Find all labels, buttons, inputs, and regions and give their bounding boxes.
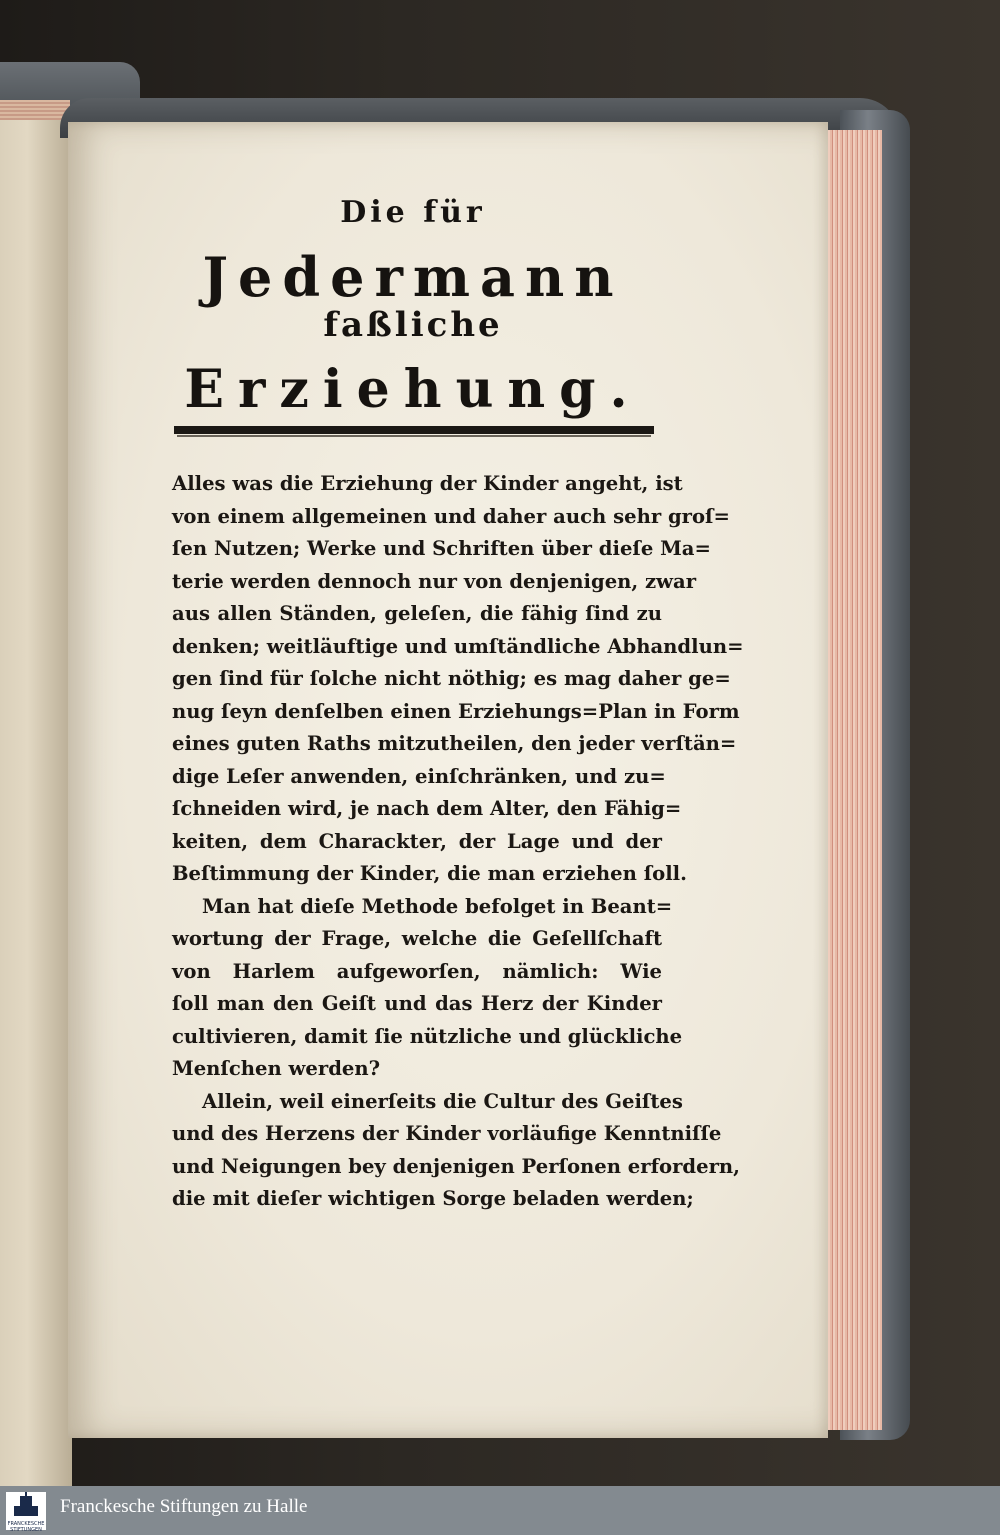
text-line: ſoll man den Geiſt und das Herz der Kinder <box>172 992 662 1015</box>
heading-rule <box>174 426 654 434</box>
text-line: cultivieren, damit ſie nützliche und glückliche <box>172 1024 683 1048</box>
text-line: von einem allgemeinen und daher auch sehr groſ= <box>172 504 730 528</box>
text-line: ſen Nutzen; Werke und Schriften über dieſe Ma= <box>172 537 711 560</box>
text-line: Man hat dieſe Methode befolget in Beant= <box>202 894 673 918</box>
text-line: und des Herzens der Kinder vorläufige Kenntniſſe <box>172 1122 722 1145</box>
text-line: eines guten Raths mitzutheilen, den jeder verſtän= <box>172 732 737 755</box>
text-line: die mit dieſer wichtigen Sorge beladen werden; <box>172 1187 694 1210</box>
logo-text-line-1: FRANCKESCHE <box>7 1521 45 1527</box>
footer-label: Franckesche Stiftungen zu Halle <box>60 1496 308 1517</box>
text-line: nug ſeyn denſelben einen Erziehungs=Plan in Form <box>172 699 740 723</box>
text-line: keiten, dem Charackter, der Lage und der <box>172 829 662 853</box>
text-line: aus allen Ständen, geleſen, die fähig ſind zu <box>172 602 662 625</box>
logo-text-line-2: STIFTUNGEN <box>10 1527 42 1533</box>
text-line: Allein, weil einerſeits die Cultur des Geiſtes <box>202 1089 683 1113</box>
left-page <box>0 120 72 1486</box>
text-line: denken; weitläuftige und umſtändliche Abhandlun= <box>172 634 744 658</box>
heading-line-1: Die für <box>340 195 486 230</box>
logo-text <box>2 1521 50 1533</box>
text-line: dige Leſer anwenden, einſchränken, und zu= <box>172 764 666 788</box>
text-line: und Neigungen bey denjenigen Perſonen erfordern, <box>172 1154 740 1178</box>
text-line: Menſchen werden? <box>172 1057 381 1080</box>
heading-line-3: faßliche <box>323 305 503 345</box>
page-fore-edge <box>820 130 882 1430</box>
chapter-heading <box>68 195 758 421</box>
body-text <box>172 468 744 1216</box>
text-line: Beſtimmung der Kinder, die man erziehen ſoll. <box>172 862 687 885</box>
text-line: terie werden dennoch nur von denjenigen, zwar <box>172 569 697 593</box>
text-line: von Harlem aufgeworſen, nämlich: Wie <box>172 959 662 983</box>
text-line: Alles was die Erziehung der Kinder angeht, ist <box>172 472 683 495</box>
heading-line-2: Jedermann <box>202 245 624 309</box>
text-line: gen ſind für ſolche nicht nöthig; es mag daher ge= <box>172 667 731 690</box>
text-line: wortung der Frage, welche die Geſellſchaft <box>172 927 662 950</box>
text-line: ſchneiden wird, je nach dem Alter, den Fähig= <box>172 797 682 820</box>
heading-line-4: Erziehung. <box>184 359 642 420</box>
